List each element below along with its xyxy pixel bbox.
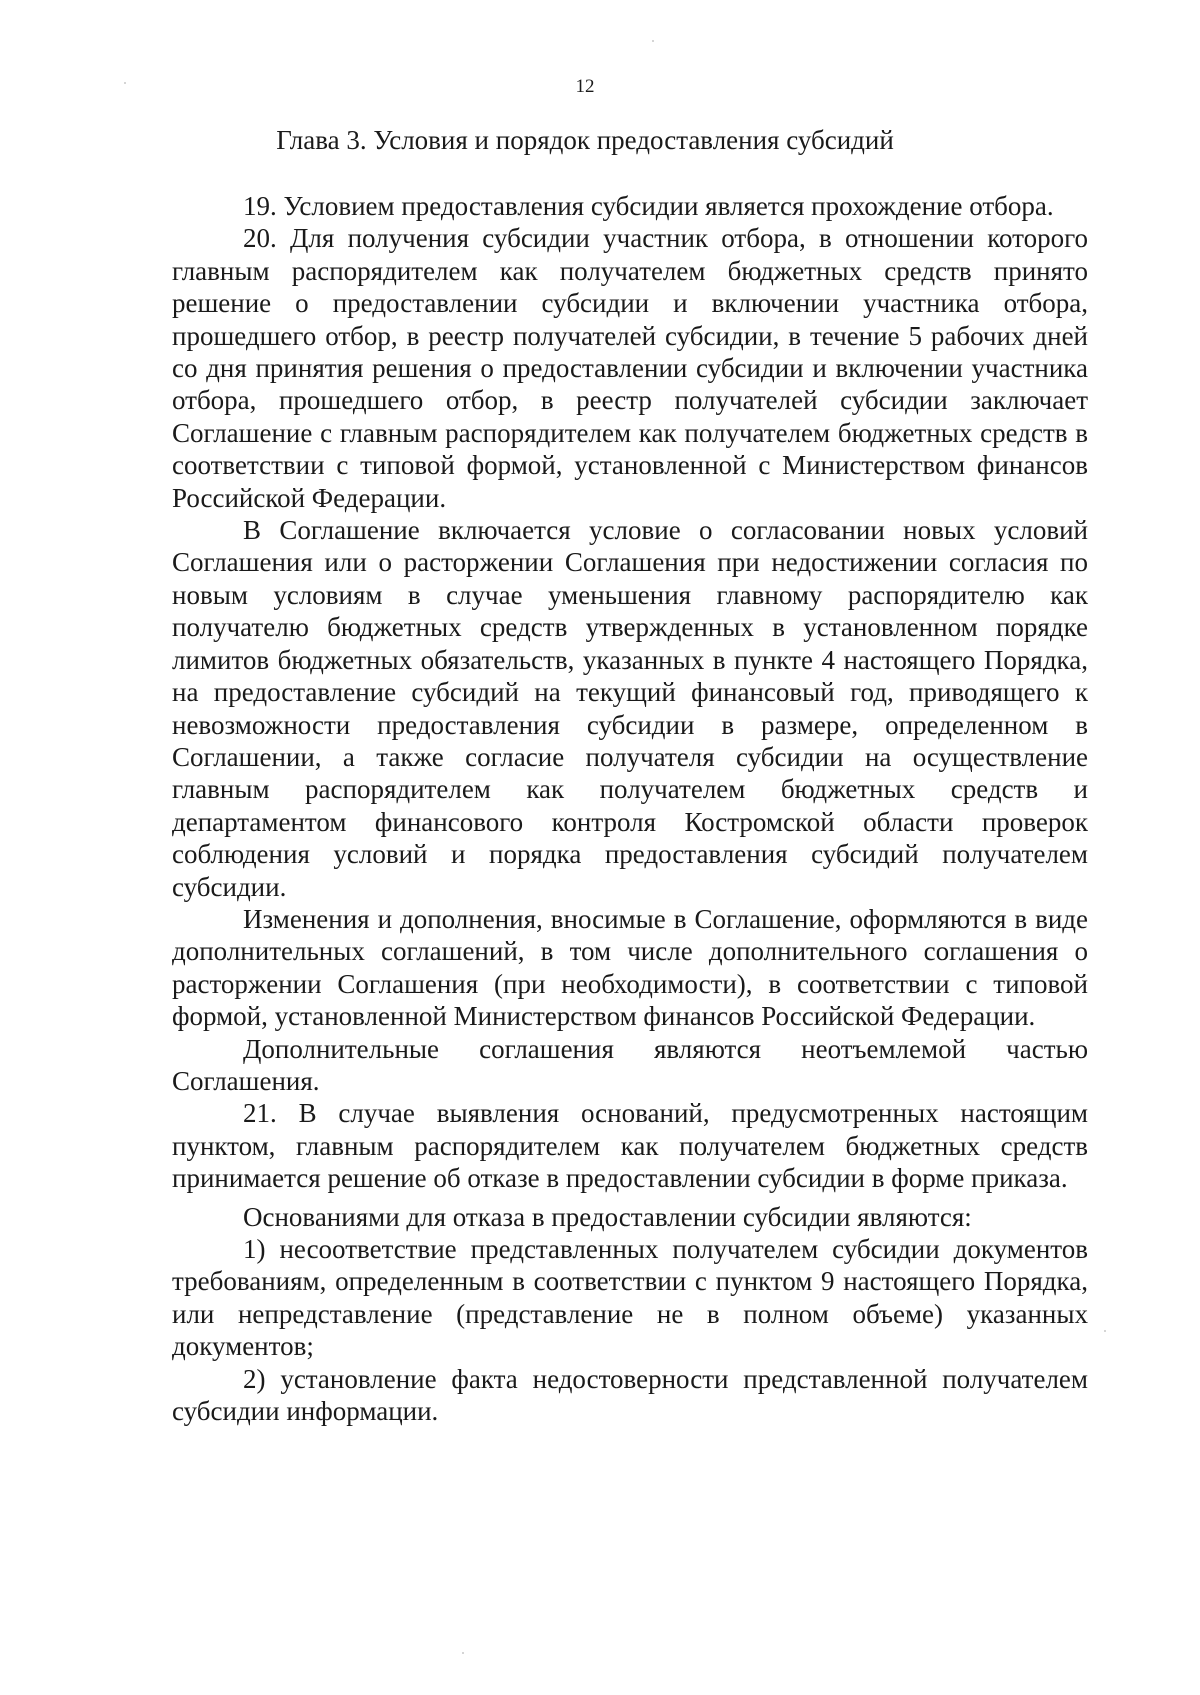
list-item-1: 1) несоответствие представленных получателем субсидии документов требованиям, определенным в соответствии с пунктом 9 настоящего Порядка, или непредставление (представление не в полном объеме) указанных документов; [172,1234,1088,1362]
scan-speck [1104,1330,1106,1332]
scan-speck [652,40,654,42]
paragraph-21: 21. В случае выявления оснований, предусмотренных настоящим пунктом, главным распорядителем как получателем бюджетных средств принимается решение об отказе в предоставлении субсидии в форме приказа. [172,1098,1088,1194]
scan-speck [124,82,126,84]
document-body [172,190,1088,1427]
paragraph-20: 20. Для получения субсидии участник отбора, в отношении которого главным распорядителем как получателем бюджетных средств принято решение о предоставлении субсидии и включении участника отбора, прошедшего отбор, в реестр получателей субсидии, в течение 5 рабочих дней со дня принятия решения о предоставлении субсидии и включении участника отбора, прошедшего отбор, в реестр получателей субсидии заключает Соглашение с главным распорядителем как получателем бюджетных средств в соответствии с типовой формой, установленной с Министерством финансов Российской Федерации. [172,223,1088,513]
page-number: 12 [575,76,595,97]
paragraph-agreement-changes: Изменения и дополнения, вносимые в Соглашение, оформляются в виде дополнительных соглашений, в том числе дополнительного соглашения о расторжении Соглашения (при необходимости), в соответствии с типовой формой, установленной Министерством финансов Российской Федерации. [172,903,1088,1032]
scan-speck [462,1652,464,1654]
chapter-title: Глава 3. Условия и порядок предоставления субсидий [276,125,894,155]
paragraph-agreement-conditions: В Соглашение включается условие о согласовании новых условий Соглашения или о расторжении Соглашения при недостижении согласия по новым условиям в случае уменьшения главному распорядителю как получателю бюджетных средств утвержденных в установленном порядке лимитов бюджетных обязательств, указанных в пункте 4 настоящего Порядка, на предоставление субсидий на текущий финансовый год, приводящего к невозможности предоставления субсидии в размере, определенном в Соглашении, а также согласие получателя субсидии на осуществление главным распорядителем как получателем бюджетных средств и департаментом финансового контроля Костромской области проверок соблюдения условий и порядка предоставления субсидий получателем субсидии. [172,515,1088,902]
paragraph-additional-agreements: Дополнительные соглашения являются неотъемлемой частью Соглашения. [172,1033,1088,1096]
paragraph-19: 19. Условием предоставления субсидии является прохождение отбора. [243,191,1054,221]
list-item-2: 2) установление факта недостоверности представленной получателем субсидии информации. [172,1363,1088,1427]
paragraph-refusal-grounds: Основаниями для отказа в предоставлении субсидии являются: [243,1201,972,1232]
